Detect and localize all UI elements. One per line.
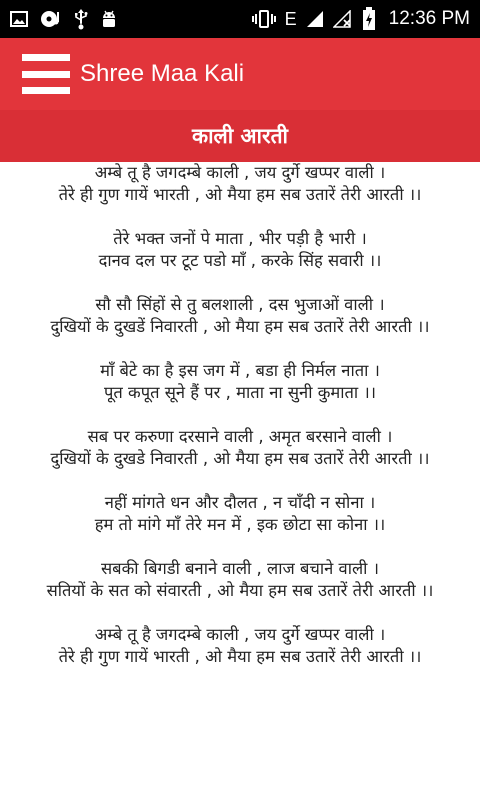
battery-charging-icon <box>362 7 376 31</box>
verse-line: सब पर करुणा दरसाने वाली , अमृत बरसाने वाली । <box>87 427 393 446</box>
stanza <box>4 162 476 206</box>
verse-line: सौ सौ सिंहों से तु बलशाली , दस भुजाओं वाली । <box>95 295 385 314</box>
stanza <box>4 360 476 404</box>
verse-line: सबकी बिगडी बनाने वाली , लाज बचाने वाली । <box>101 559 379 578</box>
clock: 12:36 PM <box>388 8 470 29</box>
menu-bar-middle <box>22 71 70 78</box>
signal-icon <box>306 10 324 28</box>
verse-line: तेरे भक्त जनों पे माता , भीर पड़ी है भारी । <box>113 229 367 248</box>
usb-icon <box>74 8 88 30</box>
stanza <box>4 294 476 338</box>
verse-line: तेरे ही गुण गायें भारती , ओ मैया हम सब उतारें तेरी आरती ।। <box>58 185 422 204</box>
stanza <box>4 492 476 536</box>
verse-line: अम्बे तू है जगदम्बे काली , जय दुर्गे खप्पर वाली । <box>94 625 386 644</box>
verse-line: नहीं मांगते धन और दौलत , न चाँदी न सोना । <box>104 493 376 512</box>
status-bar-left <box>10 8 118 30</box>
menu-bar-top <box>22 54 70 61</box>
verse-line: तेरे ही गुण गायें भारती , ओ मैया हम सब उतारें तेरी आरती ।। <box>58 647 422 666</box>
verse-line: अम्बे तू है जगदम्बे काली , जय दुर्गे खप्पर वाली । <box>94 163 386 182</box>
stanza <box>4 558 476 602</box>
stanza <box>4 624 476 668</box>
app-bar <box>0 38 480 110</box>
stanza <box>4 426 476 470</box>
app-title: Shree Maa Kali <box>80 60 245 87</box>
aarti-title: काली आरती <box>191 124 288 148</box>
verse-line: माँ बेटे का है इस जग में , बडा ही निर्मल नाता । <box>100 361 380 380</box>
music-disc-icon <box>40 9 62 29</box>
network-type-label: E <box>284 8 297 29</box>
status-bar <box>0 0 480 38</box>
aarti-header <box>0 110 480 162</box>
verse-line: दुखियों के दुखडे निवारती , ओ मैया हम सब उतारें तेरी आरती ।। <box>50 449 430 468</box>
aarti-text-scroll[interactable] <box>0 162 480 800</box>
android-icon <box>100 9 118 29</box>
verse-line: सतियों के सत को संवारती , ओ मैया हम सब उतारें तेरी आरती ।। <box>46 581 434 600</box>
verse-line: हम तो मांगे माँ तेरे मन में , इक छोटा सा कोना ।। <box>94 515 386 534</box>
menu-bar-bottom <box>22 87 70 94</box>
vibrate-icon <box>252 9 276 29</box>
stanza <box>4 228 476 272</box>
no-sim-signal-icon <box>333 10 353 28</box>
hamburger-menu-icon[interactable] <box>22 54 70 94</box>
verse-line: दुखियों के दुखडें निवारती , ओ मैया हम सब उतारें तेरी आरती ।। <box>50 317 430 336</box>
verse-line: पूत कपूत सूने हैं पर , माता ना सुनी कुमाता ।। <box>104 383 376 402</box>
status-bar-right <box>252 7 470 31</box>
verse-line: दानव दल पर टूट पडो माँ , करके सिंह सवारी ।। <box>98 251 382 270</box>
image-icon <box>10 11 28 27</box>
